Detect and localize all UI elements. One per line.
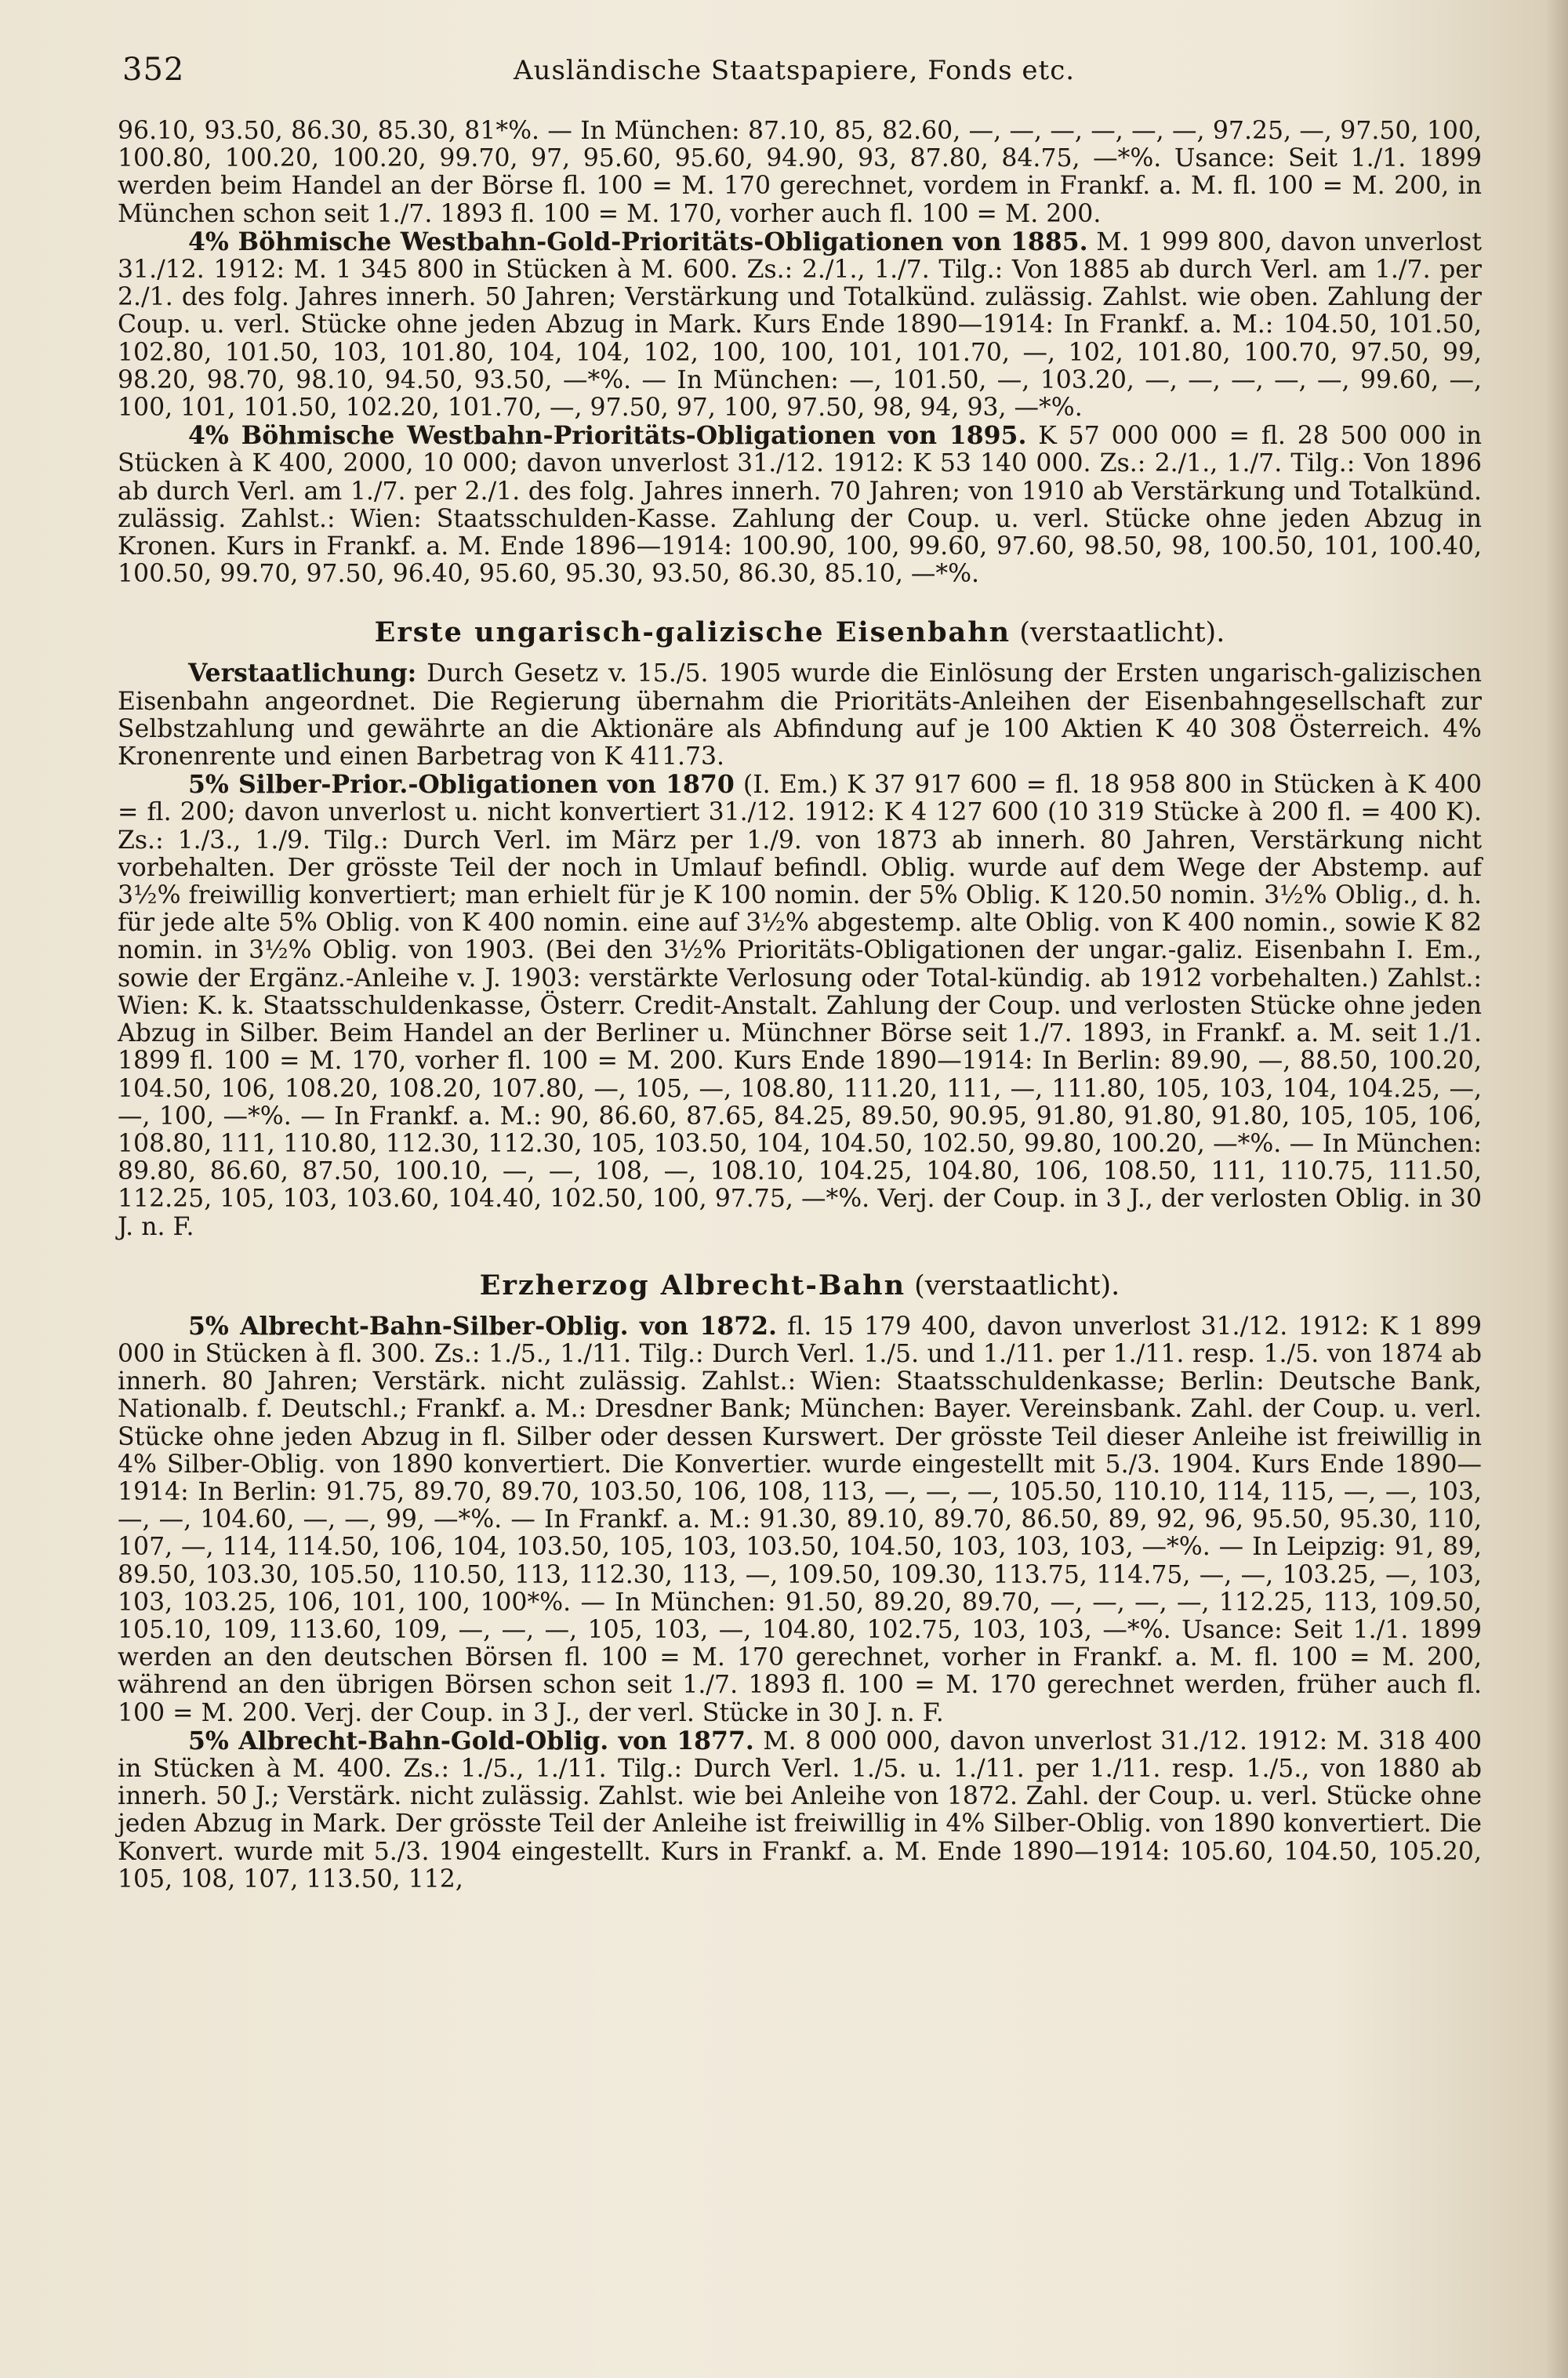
- albrecht-title: Erzherzog Albrecht-Bahn: [479, 1269, 906, 1302]
- ungarisch-verstaatlichung-text: Durch Gesetz v. 15./5. 1905 wurde die Einlösung der Ersten ungarisch-galizischen Eisenbahn angeordnet. Die Regierung übernahm die Prioritäts-Anleihen der Eisenbahngesellschaft zur Selbstzahlung und gewährte an die Aktionäre als Abfindung auf je 100 Aktien K 40 308 Österreich. 4% Kronenrente und einen Barbetrag von K 411.73.: [118, 659, 1482, 771]
- running-title: Ausländische Staatspapiere, Fonds etc.: [514, 55, 1076, 86]
- albrecht-silber-text: fl. 15 179 400, davon unverlost 31./12. 1912: K 1 899 000 in Stücken à fl. 300. Zs.: 1./5., 1./11. Tilg.: Durch Verl. 1./5. und 1./11. per 1./11. resp. 1./5. von 1874 ab innerh. 80 Jahren; Verstärk. nicht zulässig. Zahlst.: Wien: Staatsschuldenkasse; Berlin: Deutsche Bank, Nationalb. f. Deutschl.; Frankf. a. M.: Dresdner Bank; München: Bayer. Vereinsbank. Zahl. der Coup. u. verl. Stücke ohne jeden Abzug in fl. Silber oder dessen Kurswert. Der grösste Teil dieser Anleihe ist freiwillig in 4% Silber-Oblig. von 1890 konvertiert. Die Konvertier. wurde eingestellt mit 5./3. 1904. Kurs Ende 1890—1914: In Berlin: 91.75, 89.70, 89.70, 103.50, 106, 108, 113, —, —, —, 105.50, 110.10, 114, 115, —, —, 103, —, —, 104.60, —, —, 99, —*%. — In Frankf. a. M.: 91.30, 89.10, 89.70, 86.50, 89, 92, 96, 95.50, 95.30, 110, 107, —, 114, 114.50, 106, 104, 103.50, 105, 103, 103.50, 104.50, 103, 103, 103, —*%. — In Leipzig: 91, 89, 89.50, 103.30, 105.50, 110.50, 113, 112.30, 113, —, 109.50, 109.30, 113.75, 114.75, —, —, 103.25, —, 103, 103, 103.25, 106, 101, 100, 100*%. — In München: 91.50, 89.20, 89.70, —, —, —, —, 112.25, 113, 109.50, 105.10, 109, 113.60, 109, —, —, —, 105, 103, —, 104.80, 102.75, 103, 103, —*%. Usance: Seit 1./1. 1899 werden an den deutschen Börsen fl. 100 = M. 170 gerechnet, vorher in Frankf. a. M. fl. 100 = M. 200, während an den übrigen Börsen schon seit 1./7. 1893 fl. 100 = M. 170 gerechnet werden, früher auch fl. 100 = M. 200. Verj. der Coup. in 3 J., der verl. Stücke in 30 J. n. F.: [118, 1312, 1482, 1727]
- page-number: 352: [122, 52, 185, 88]
- ungarisch-title: Erste ungarisch-galizische Eisenbahn: [374, 616, 1011, 649]
- bw1895-text: K 57 000 000 = fl. 28 500 000 in Stücken à K 400, 2000, 10 000; davon unverlost 31./12. 1912: K 53 140 000. Zs.: 2./1., 1./7. Tilg.: Von 1896 ab durch Verl. am 1./7. per 2./1. des folg. Jahres innerh. 70 Jahren; von 1910 ab Verstärkung und Totalkünd. zulässig. Zahlst.: Wien: Staatsschulden-Kasse. Zahlung der Coup. u. verl. Stücke ohne jeden Abzug in Kronen. Kurs in Frankf. a. M. Ende 1896—1914: 100.90, 100, 99.60, 97.60, 98.50, 98, 100.50, 101, 100.40, 100.50, 99.70, 97.50, 96.40, 95.60, 95.30, 93.50, 86.30, 85.10, —*%.: [118, 422, 1482, 589]
- bw1885-heading: 4% Böhmische Westbahn-Gold-Prioritäts-Obligationen von 1885.: [188, 227, 1088, 256]
- albrecht-silber-paragraph: [118, 1312, 1482, 1727]
- ungarisch-verstaatlichung-label: Verstaatlichung:: [188, 659, 417, 688]
- ungarisch-subtitle: (verstaatlicht).: [1011, 617, 1225, 649]
- ungarisch-verstaatlichung-paragraph: [118, 659, 1482, 771]
- albrecht-subtitle: (verstaatlicht).: [906, 1269, 1120, 1302]
- bw1885-text: M. 1 999 800, davon unverlost 31./12. 1912: M. 1 345 800 in Stücken à M. 600. Zs.: 2./1., 1./7. Tilg.: Von 1885 ab durch Verl. am 1./7. per 2./1. des folg. Jahres innerh. 50 Jahren; Verstärkung und Totalkünd. zulässig. Zahlst. wie oben. Zahlung der Coup. u. verl. Stücke ohne jeden Abzug in Mark. Kurs Ende 1890—1914: In Frankf. a. M.: 104.50, 101.50, 102.80, 101.50, 103, 101.80, 104, 104, 102, 100, 100, 101, 101.70, —, 102, 101.80, 100.70, 97.50, 99, 98.20, 98.70, 98.10, 94.50, 93.50, —*%. — In München: —, 101.50, —, 103.20, —, —, —, —, —, 99.60, —, 100, 101, 101.50, 102.20, 101.70, —, 97.50, 97, 100, 97.50, 98, 94, 93, —*%.: [118, 227, 1482, 423]
- ungarisch-silber-heading: 5% Silber-Prior.-Obligationen von 1870: [188, 770, 735, 800]
- albrecht-silber-heading: 5% Albrecht-Bahn-Silber-Oblig. von 1872.: [188, 1311, 777, 1341]
- albrecht-gold-paragraph: [118, 1727, 1482, 1893]
- section-heading-ungarisch: [118, 617, 1482, 648]
- bw1885-paragraph: [118, 228, 1482, 422]
- albrecht-gold-heading: 5% Albrecht-Bahn-Gold-Oblig. von 1877.: [188, 1726, 754, 1755]
- page-edge-shadow: [1544, 0, 1568, 2378]
- section-heading-albrecht: [118, 1270, 1482, 1302]
- bw1895-paragraph: [118, 422, 1482, 588]
- albrecht-gold-text: M. 8 000 000, davon unverlost 31./12. 1912: M. 318 400 in Stücken à M. 400. Zs.: 1./5., 1./11. Tilg.: Durch Verl. 1./5. u. 1./11. per 1./11. resp. 1./5., von 1880 ab innerh. 50 J.; Verstärk. nicht zulässig. Zahlst. wie bei Anleihe von 1872. Zahl. der Coup. u. verl. Stücke ohne jeden Abzug in Mark. Der grösste Teil der Anleihe ist freiwillig in 4% Silber-Oblig. von 1890 konvertiert. Die Konvert. wurde mit 5./3. 1904 eingestellt. Kurs in Frankf. a. M. Ende 1890—1914: 105.60, 104.50, 105.20, 105, 108, 107, 113.50, 112,: [118, 1726, 1482, 1893]
- intro-paragraph: 96.10, 93.50, 86.30, 85.30, 81*%. — In München: 87.10, 85, 82.60, —, —, —, —, —, —, 97.25, —, 97.50, 100, 100.80, 100.20, 100.20, 99.70, 97, 95.60, 95.60, 94.90, 93, 87.80, 84.75, —*%. Usance: Seit 1./1. 1899 werden beim Handel an der Börse fl. 100 = M. 170 gerechnet, vordem in Frankf. a. M. fl. 100 = M. 200, in München schon seit 1./7. 1893 fl. 100 = M. 170, vorher auch fl. 100 = M. 200.: [118, 117, 1482, 228]
- ungarisch-silber-paragraph: [118, 771, 1482, 1240]
- bw1895-heading: 4% Böhmische Westbahn-Prioritäts-Obligationen von 1895.: [188, 421, 1027, 451]
- page-header: [118, 52, 1482, 99]
- ungarisch-silber-text: (I. Em.) K 37 917 600 = fl. 18 958 800 in Stücken à K 400 = fl. 200; davon unverlost u. nicht konvertiert 31./12. 1912: K 4 127 600 (10 319 Stücke à 200 fl. = 400 K). Zs.: 1./3., 1./9. Tilg.: Durch Verl. im März per 1./9. von 1873 ab innerh. 80 Jahren, Verstärkung nicht vorbehalten. Der grösste Teil der noch in Umlauf befindl. Oblig. wurde auf dem Wege der Abstemp. auf 3½% freiwillig konvertiert; man erhielt für je K 100 nomin. der 5% Oblig. K 120.50 nomin. 3½% Oblig., d. h. für jede alte 5% Oblig. von K 400 nomin. eine auf 3½% abgestemp. alte Oblig. von K 400 nomin., sowie K 82 nomin. in 3½% Oblig. von 1903. (Bei den 3½% Prioritäts-Obligationen der ungar.-galiz. Eisenbahn I. Em., sowie der Ergänz.-Anleihe v. J. 1903: verstärkte Verlosung oder Total-kündig. ab 1912 vorbehalten.) Zahlst.: Wien: K. k. Staatsschuldenkasse, Österr. Credit-Anstalt. Zahlung der Coup. und verlosten Stücke ohne jeden Abzug in Silber. Beim Handel an der Berliner u. Münchner Börse seit 1./7. 1893, in Frankf. a. M. seit 1./1. 1899 fl. 100 = M. 170, vorher fl. 100 = M. 200. Kurs Ende 1890—1914: In Berlin: 89.90, —, 88.50, 100.20, 104.50, 106, 108.20, 108.20, 107.80, —, 105, —, 108.80, 111.20, 111, —, 111.80, 105, 103, 104, 104.25, —, —, 100, —*%. — In Frankf. a. M.: 90, 86.60, 87.65, 84.25, 89.50, 90.95, 91.80, 91.80, 91.80, 105, 105, 106, 108.80, 111, 110.80, 112.30, 112.30, 105, 103.50, 104, 104.50, 102.50, 99.80, 100.20, —*%. — In München: 89.80, 86.60, 87.50, 100.10, —, —, 108, —, 108.10, 104.25, 104.80, 106, 108.50, 111, 110.75, 111.50, 112.25, 105, 103, 103.60, 104.40, 102.50, 100, 97.75, —*%. Verj. der Coup. in 3 J., der verlosten Oblig. in 30 J. n. F.: [118, 771, 1482, 1241]
- page-content: [118, 118, 1482, 1893]
